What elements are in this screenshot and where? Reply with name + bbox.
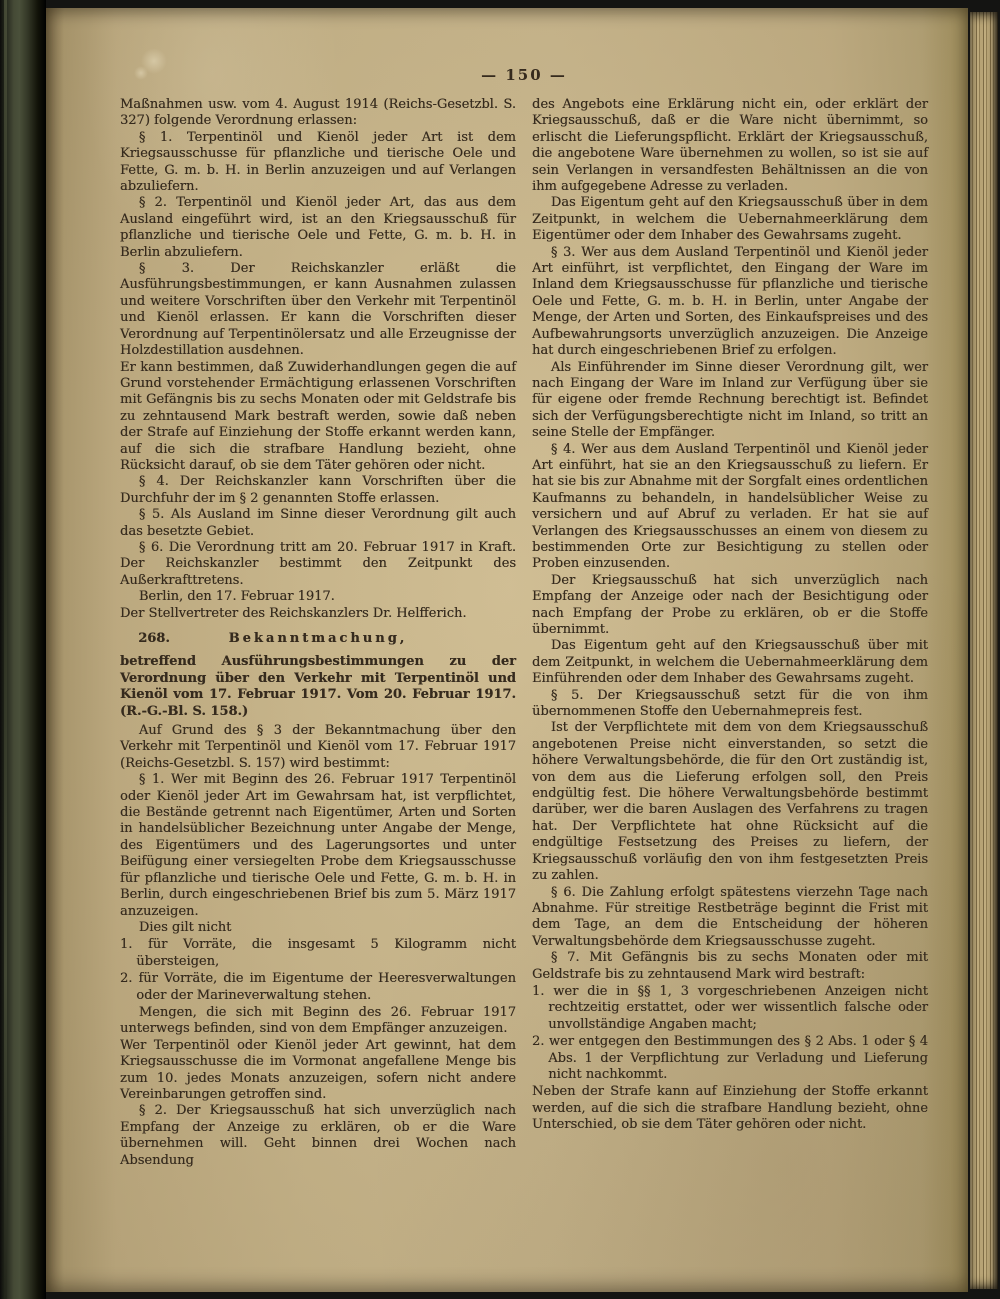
subtitle-paragraph: betreffend Ausführungsbestimmungen zu der Verordnung über den Verkehr mit Terpentinöl und Kienöl vom 17. Februar 1917. Vom 20. Februar 1917. (R.-G.-Bl. S. 158.) bbox=[120, 654, 516, 719]
paragraph: Dies gilt nicht bbox=[138, 919, 232, 935]
paragraph: Der Kriegsausschuß hat sich unverzüglich nach Empfang der Anzeige oder nach der Besichtigung oder nach Empfang der Probe zu erklären, ob er die Stoffe übernimmt. bbox=[532, 572, 928, 637]
paragraph: § 7. Mit Gefängnis bis zu sechs Monaten oder mit Geldstrafe bis zu zehntausend Mark wird bestraft: bbox=[532, 950, 928, 982]
page-content bbox=[46, 8, 968, 1292]
paragraph: Mengen, die sich mit Beginn des 26. Februar 1917 unterwegs befinden, sind von dem Empfänger anzuzeigen. bbox=[120, 1004, 516, 1037]
paragraph: Ist der Verpflichtete mit dem von dem Kriegsausschuß angebotenen Preise nicht einverstanden, so setzt die höhere Verwaltungsbehörde, die für den Ort zuständig ist, von dem aus die Lieferung erfolgen soll, den Preis endgültig fest. Die höhere Verwaltungsbehörde bestimmt darüber, wer die baren Auslagen des Verfahrens zu tragen hat. Der Verpflichtete hat ohne Rücksicht auf die endgültige Festsetzung des Preises zu liefern, der Kriegsausschuß vorläufig den von ihm festgesetzten Preis zu zahlen. bbox=[532, 720, 928, 884]
paragraph: Berlin, den 17. Februar 1917. bbox=[138, 589, 335, 605]
paragraph: § 6. Die Zahlung erfolgt spätestens vierzehn Tage nach Abnahme. Für streitige Restbeträge beginnt die Frist mit dem Tage, an dem die Entscheidung der höheren Verwaltungsbehörde dem Kriegsausschusse zugeht. bbox=[532, 884, 928, 949]
book-page bbox=[46, 8, 968, 1292]
list-item: 1. wer die in §§ 1, 3 vorgeschriebenen Anzeigen nicht rechtzeitig erstattet, oder wer wissentlich falsche oder unvollständige Angaben macht; bbox=[532, 983, 928, 1032]
section-heading: Bekanntmachung, bbox=[228, 631, 408, 646]
paragraph: Wer Terpentinöl oder Kienöl jeder Art gewinnt, hat dem Kriegsausschusse die im Vormonat angefallene Menge bis zum 10. jedes Monats anzuzeigen, sofern nicht andere Vereinbarungen getroffen sind. bbox=[120, 1037, 516, 1102]
paragraph: Das Eigentum geht auf den Kriegsausschuß über mit dem Zeitpunkt, in welchem die Uebernahmeerklärung dem Einführenden oder dem Inhaber des Gewahrsams zugeht. bbox=[532, 638, 928, 687]
paragraph: Der Stellvertreter des Reichskanzlers Dr. Helfferich. bbox=[120, 605, 467, 621]
paragraph: § 5. Der Kriegsausschuß setzt für die von ihm übernommenen Stoffe den Uebernahmepreis fest. bbox=[532, 687, 928, 720]
right-column bbox=[532, 97, 928, 1134]
paragraph: Als Einführender im Sinne dieser Verordnung gilt, wer nach Eingang der Ware im Inland zur Verfügung über sie für eigene oder fremde Rechnung berechtigt ist. Befindet sich der Verfügungsberechtigte nicht im Inland, so tritt an seine Stelle der Empfänger. bbox=[532, 359, 928, 441]
paragraph: § 4. Wer aus dem Ausland Terpentinöl und Kienöl jeder Art einführt, hat sie an den Kriegsausschuß zu liefern. Er hat sie bis zur Abnahme mit der Sorgfalt eines ordentlichen Kaufmanns zu behandeln, in handelsüblicher Weise zu versichern und auf Abruf zu verladen. Er hat sie auf Verlangen des Kriegsausschusses an einem von diesem zu bestimmenden Orte zur Besichtigung zu stellen oder Proben einzusenden. bbox=[532, 441, 928, 572]
paragraph: § 2. Terpentinöl und Kienöl jeder Art, das aus dem Ausland eingeführt wird, ist an den Kriegsausschuß für pflanzliche und tierische Oele und Fette, G. m. b. H. in Berlin abzuliefern. bbox=[120, 195, 516, 260]
paragraph: Das Eigentum geht auf den Kriegsausschuß über in dem Zeitpunkt, in welchem die Uebernahmeerklärung dem Eigentümer oder dem Inhaber des Gewahrsams zugeht. bbox=[532, 195, 928, 244]
paragraph: § 2. Der Kriegsausschuß hat sich unverzüglich nach Empfang der Anzeige zu erklären, ob er die Ware übernehmen will. Geht binnen drei Wochen nach Absendung bbox=[120, 1103, 516, 1168]
paragraph: § 4. Der Reichskanzler kann Vorschriften über die Durchfuhr der im § 2 genannten Stoffe erlassen. bbox=[120, 474, 516, 506]
paragraph: § 1. Terpentinöl und Kienöl jeder Art ist dem Kriegsausschusse für pflanzliche und tierische Oele und Fette, G. m. b. H. in Berlin anzuzeigen und auf Verlangen abzuliefern. bbox=[120, 129, 516, 195]
paragraph: § 3. Der Reichskanzler erläßt die Ausführungsbestimmungen, er kann Ausnahmen zulassen und weitere Vorschriften über den Verkehr mit Terpentinöl und Kienöl erlassen. Er kann die Vorschriften dieser Verordnung auf Terpentinölersatz und alle Erzeugnisse der Holzdestillation ausdehnen. bbox=[120, 261, 516, 359]
list-item: 2. für Vorräte, die im Eigentume der Heeresverwaltungen oder der Marineverwaltung stehen. bbox=[120, 971, 516, 1003]
section-number: 268. bbox=[138, 631, 170, 646]
paragraph: § 5. Als Ausland im Sinne dieser Verordnung gilt auch das besetzte Gebiet. bbox=[120, 507, 516, 539]
paragraph: Neben der Strafe kann auf Einziehung der Stoffe erkannt werden, auf die sich die strafbare Handlung bezieht, ohne Unterschied, ob sie dem Täter gehören oder nicht. bbox=[532, 1084, 928, 1133]
paragraph: Er kann bestimmen, daß Zuwiderhandlungen gegen die auf Grund vorstehender Ermächtigung erlassenen Vorschriften mit Gefängnis bis zu sechs Monaten oder mit Geldstrafe bis zu zehntausend Mark bestraft werden, sowie daß neben der Strafe auf Einziehung der Stoffe erkannt werden kann, auf die sich die strafbare Handlung bezieht, ohne Rücksicht darauf, ob sie dem Täter gehören oder nicht. bbox=[120, 359, 516, 473]
list-item: 2. wer entgegen den Bestimmungen des § 2 Abs. 1 oder § 4 Abs. 1 der Verpflichtung zur Verladung und Lieferung nicht nachkommt. bbox=[532, 1034, 928, 1082]
page-number: — 150 — bbox=[481, 66, 567, 84]
text-columns bbox=[120, 97, 928, 1169]
paragraph: § 3. Wer aus dem Ausland Terpentinöl und Kienöl jeder Art einführt, ist verpflichtet, den Eingang der Ware im Inland dem Kriegsausschusse für pflanzliche und tierische Oele und Fette, G. m. b. H. in Berlin, unter Angabe der Menge, der Arten und Sorten, des Einkaufspreises und des Aufbewahrungsorts unverzüglich anzuzeigen. Die Anzeige hat durch eingeschriebenen Brief zu erfolgen. bbox=[532, 244, 928, 359]
section-heading-row bbox=[120, 631, 516, 647]
paragraph: des Angebots eine Erklärung nicht ein, oder erklärt der Kriegsausschuß, daß er die Ware nicht übernimmt, so erlischt die Lieferungspflicht. Erklärt der Kriegsausschuß, die angebotene Ware übernehmen zu wollen, so ist sie auf sein Verlangen in versandfesten Behältnissen an die von ihm aufgegebene Adresse zu verladen. bbox=[532, 97, 928, 195]
paragraph: Auf Grund des § 3 der Bekanntmachung über den Verkehr mit Terpentinöl und Kienöl vom 17. Februar 1917 (Reichs-Gesetzbl. S. 157) wird bestimmt: bbox=[120, 723, 516, 771]
paragraph: Maßnahmen usw. vom 4. August 1914 (Reichs-Gesetzbl. S. 327) folgende Verordnung erlassen: bbox=[120, 97, 516, 129]
paragraph: § 6. Die Verordnung tritt am 20. Februar 1917 in Kraft. Der Reichskanzler bestimmt den Zeitpunkt des Außerkrafttretens. bbox=[120, 539, 516, 588]
list-item: 1. für Vorräte, die insgesamt 5 Kilogramm nicht übersteigen, bbox=[120, 937, 516, 969]
paragraph: § 1. Wer mit Beginn des 26. Februar 1917 Terpentinöl oder Kienöl jeder Art im Gewahrsam hat, ist verpflichtet, die Bestände getrennt nach Eigentümer, Arten und Sorten in handelsüblicher Bezeichnung unter Angabe der Menge, des Eigentümers und des Lagerungsortes und unter Beifügung einer versiegelten Probe dem Kriegsausschusse für pflanzliche und tierische Oele und Fette, G. m. b. H. in Berlin, durch eingeschriebenen Brief bis zum 5. März 1917 anzuzeigen. bbox=[120, 772, 516, 919]
left-column bbox=[120, 97, 516, 1169]
book-binding bbox=[0, 0, 46, 1299]
page-edges bbox=[970, 12, 998, 1289]
